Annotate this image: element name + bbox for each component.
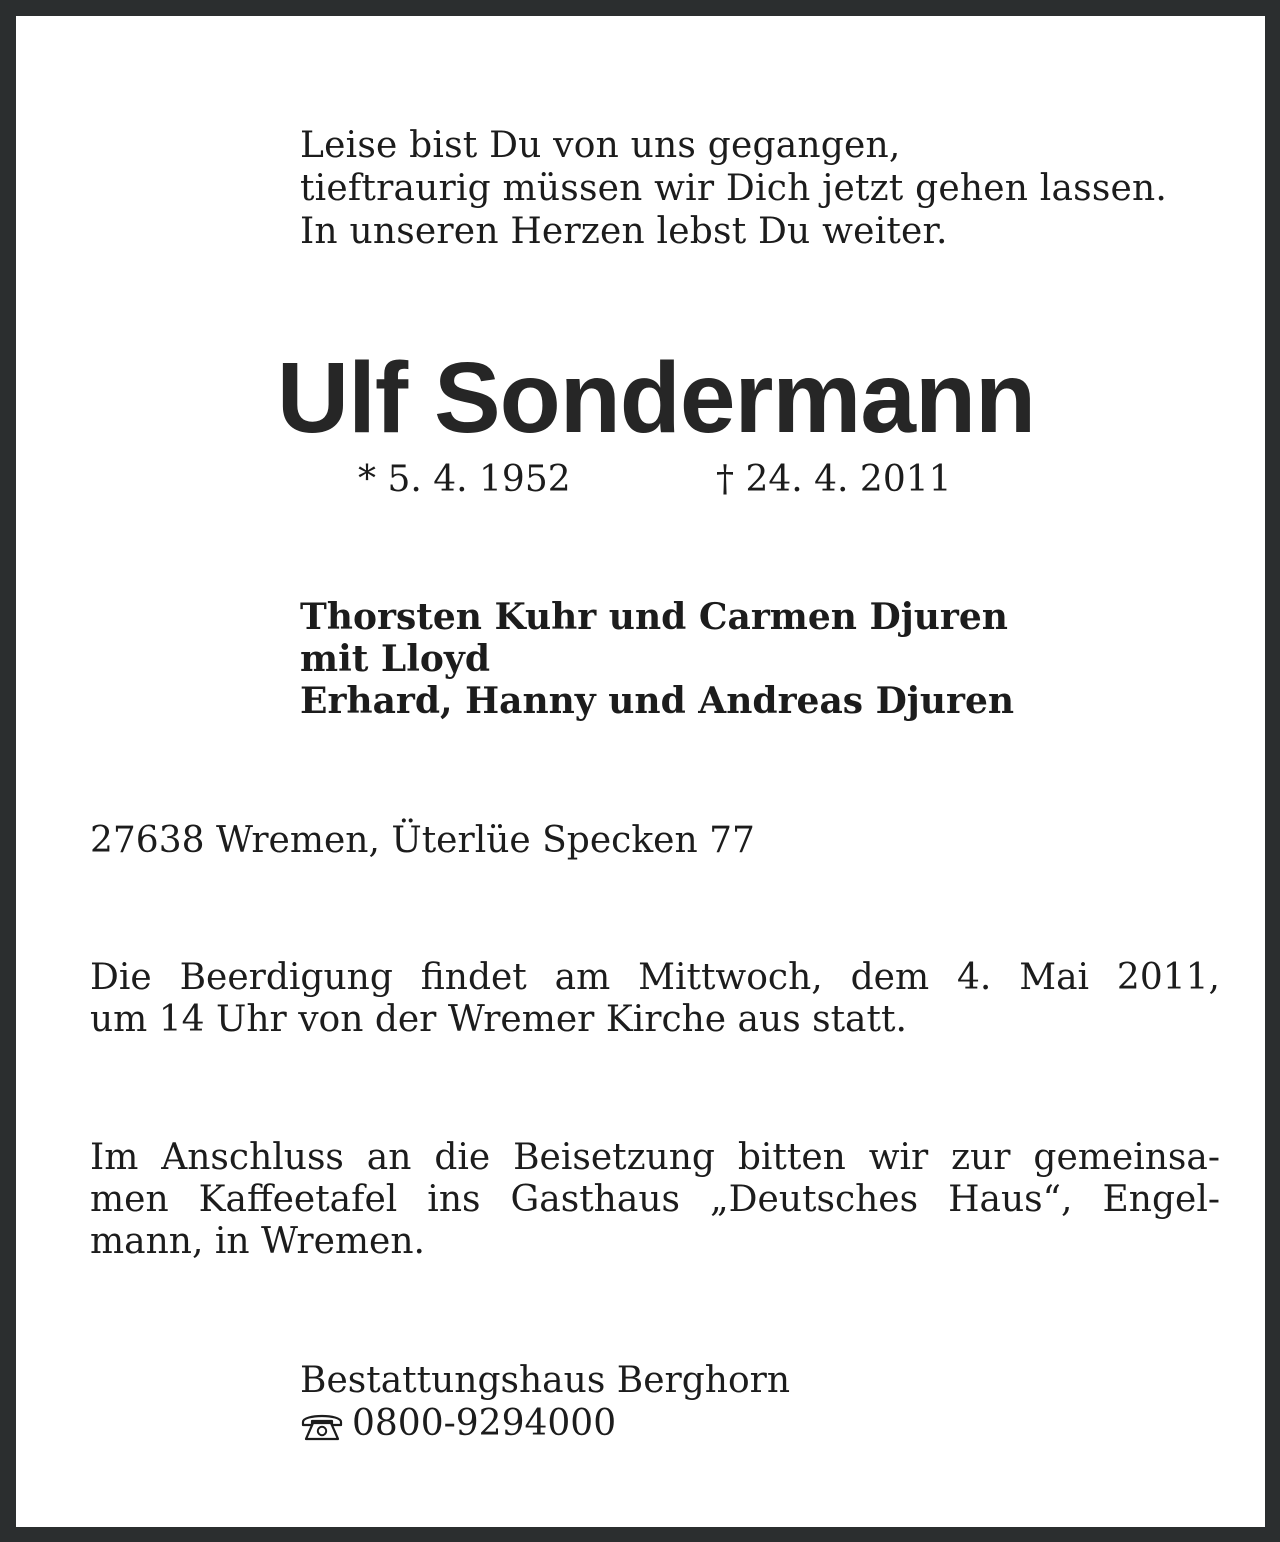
funeral-notice <box>90 957 1220 1041</box>
poem-line: Leise bist Du von uns gegangen, <box>300 125 901 166</box>
mourner-line: mit Lloyd <box>300 638 491 680</box>
deceased-name: Ulf Sondermann <box>276 342 1036 454</box>
mourner-line: Erhard, Hanny und Andreas Djuren <box>300 680 1015 722</box>
undertaker-info <box>300 1359 790 1445</box>
poem <box>300 124 1167 253</box>
funeral-line: Die Beerdigung findet am Mittwoch, dem 4. Mai 2011, <box>90 957 1220 998</box>
funeral-line: um 14 Uhr von der Wremer Kirche aus statt. <box>90 999 907 1040</box>
telephone-icon <box>300 1409 344 1441</box>
reception-line: men Kaffeetafel ins Gasthaus „Deutsches Haus“, Engel- <box>90 1179 1220 1220</box>
death-date: † 24. 4. 2011 <box>716 459 952 500</box>
phone-row <box>300 1402 790 1445</box>
mourner-line: Thorsten Kuhr und Carmen Djuren <box>300 596 1008 638</box>
reception-line: mann, in Wremen. <box>90 1221 425 1262</box>
undertaker-name: Bestattungshaus Berghorn <box>300 1360 791 1401</box>
reception-line: Im Anschluss an die Beisetzung bitten wir zur gemeinsa- <box>90 1137 1220 1178</box>
poem-line: In unseren Herzen lebst Du weiter. <box>300 211 948 252</box>
family-address: 27638 Wremen, Üterlüe Specken 77 <box>90 820 755 861</box>
phone-number: 0800-9294000 <box>352 1403 617 1444</box>
poem-line: tieftraurig müssen wir Dich jetzt gehen lassen. <box>300 168 1168 209</box>
mourners-list <box>300 596 1014 722</box>
reception-notice <box>90 1137 1220 1263</box>
birth-date: * 5. 4. 1952 <box>358 459 571 500</box>
